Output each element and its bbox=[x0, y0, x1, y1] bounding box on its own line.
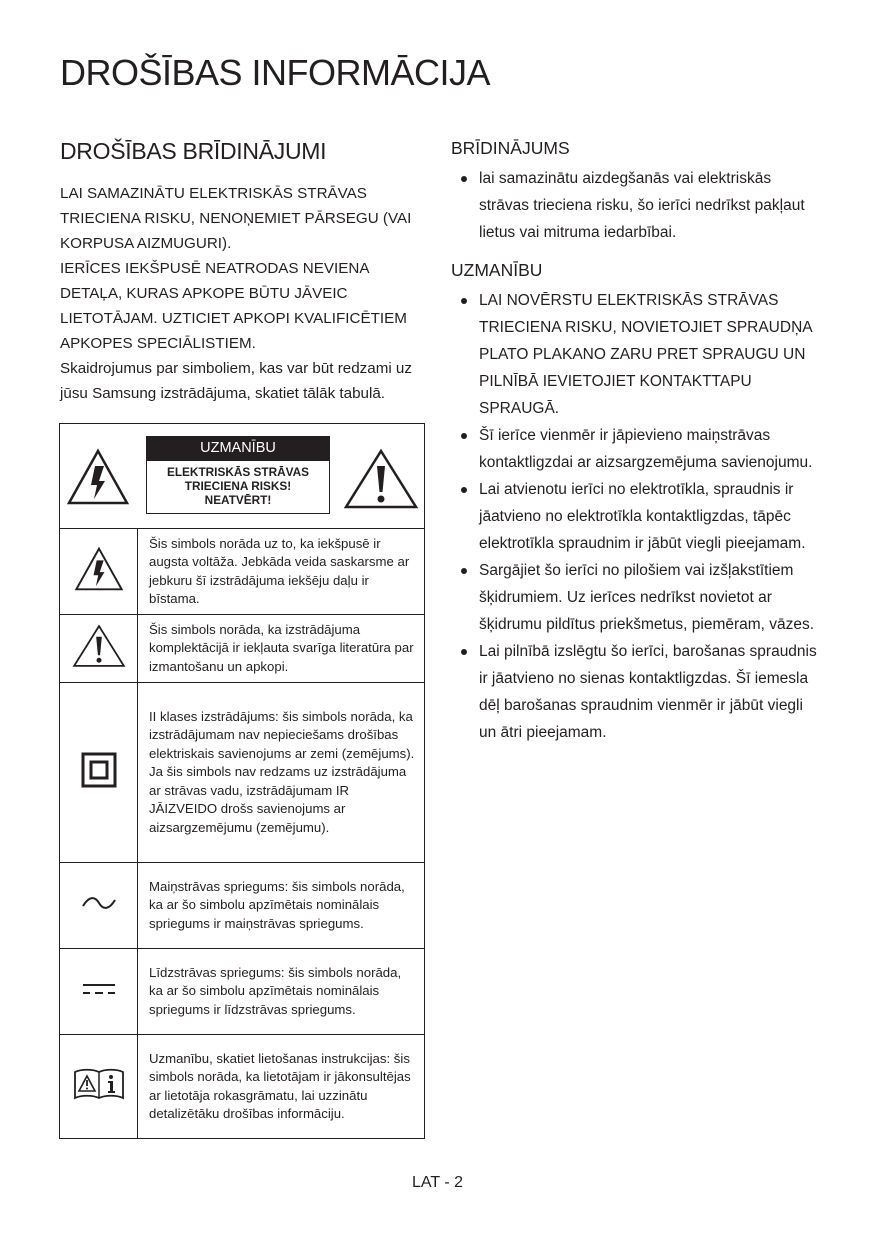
list-item bbox=[451, 557, 821, 638]
caution-label-header: UZMANĪBU bbox=[147, 437, 329, 461]
symbol-description: Līdzstrāvas spriegums: šis simbols norāda, ka ar šo simbolu apzīmētais nominālais spriegums ir līdzstrāvas spriegums. bbox=[138, 949, 425, 1035]
symbol-description: Šis simbols norāda uz to, ka iekšpusē ir augsta voltāža. Jebkāda veida saskarsme ar jebkuru šī izstrādājuma iekšēju daļu ir bīstama. bbox=[138, 529, 425, 615]
symbol-description: Maiņstrāvas spriegums: šis simbols norāda, ka ar šo simbolu apzīmētais nominālais spriegums ir maiņstrāvas spriegums. bbox=[138, 863, 425, 949]
symbols-table bbox=[59, 423, 425, 1139]
list-item bbox=[451, 165, 821, 246]
list-item bbox=[451, 422, 821, 476]
symbol-icon-cell bbox=[60, 1035, 138, 1139]
symbol-row bbox=[60, 529, 425, 615]
list-item-text: Lai atvienotu ierīci no elektrotīkla, spraudnis ir jāatvieno no elektrotīkla kontaktligzdas, tāpēc elektrotīkla spraudnim ir jābūt viegli pieejamam. bbox=[479, 481, 806, 552]
symbol-row bbox=[60, 615, 425, 683]
symbol-icon-cell bbox=[60, 949, 138, 1035]
dc-voltage-icon bbox=[81, 982, 117, 996]
symbol-icon-cell bbox=[60, 529, 138, 615]
caution-label-line: TRIECIENA RISKS! bbox=[184, 479, 292, 493]
list-item-text: Lai pilnībā izslēgtu šo ierīci, barošanas spraudnis ir jāatvieno no sienas kontaktligzdas. Šī iemesla dēļ barošanas spraudnim vienmēr ir jābūt viegli un ātri pieejamam. bbox=[479, 643, 817, 741]
lightning-triangle-icon bbox=[74, 546, 124, 592]
exclamation-triangle-icon bbox=[72, 623, 126, 669]
symbol-description: Uzmanību, skatiet lietošanas instrukcijas: šis simbols norāda, ka lietotājam ir jākonsultējas ar lietotāja rokasgrāmatu, lai uzzinātu detalizētāku drošības informāciju. bbox=[138, 1035, 425, 1139]
symbol-row bbox=[60, 1035, 425, 1139]
list-item-text: lai samazinātu aizdegšanās vai elektriskās strāvas trieciena risku, šo ierīci nedrīkst pakļaut lietus vai mitruma iedarbībai. bbox=[479, 170, 805, 241]
right-column bbox=[451, 138, 821, 760]
list-item-text: LAI NOVĒRSTU ELEKTRISKĀS STRĀVAS TRIECIENA RISKU, NOVIETOJIET SPRAUDŅA PLATO PLAKANO ZARU PRET SPRAUGU UN PILNĪBĀ IEVIETOJIET KONTAKTTAPU SPRAUGĀ. bbox=[479, 292, 812, 417]
bullet-icon bbox=[461, 176, 467, 182]
double-square-icon bbox=[81, 752, 117, 788]
manual-info-icon bbox=[73, 1068, 125, 1100]
symbol-icon-cell bbox=[60, 683, 138, 863]
ac-tilde-icon bbox=[81, 895, 117, 911]
intro-text bbox=[60, 181, 428, 406]
warning-header-row bbox=[60, 424, 425, 529]
caution-list bbox=[451, 287, 821, 746]
symbol-icon-cell bbox=[60, 863, 138, 949]
caution-label-body bbox=[147, 461, 329, 513]
list-item bbox=[451, 638, 821, 746]
page-number: LAT - 2 bbox=[412, 1174, 463, 1191]
caution-label-line: NEATVĒRT! bbox=[204, 493, 272, 507]
caution-title: UZMANĪBU bbox=[451, 260, 543, 280]
bullet-icon bbox=[461, 568, 467, 574]
symbol-icon-cell bbox=[60, 615, 138, 683]
list-item bbox=[451, 287, 821, 422]
symbol-row bbox=[60, 949, 425, 1035]
exclamation-triangle-icon bbox=[343, 448, 419, 510]
warning-title: BRĪDINĀJUMS bbox=[451, 138, 570, 158]
left-column bbox=[60, 138, 428, 406]
intro-paragraph: LAI SAMAZINĀTU ELEKTRISKĀS STRĀVAS TRIECIENA RISKU, NENOŅEMIET PĀRSEGU (VAI KORPUSA AIZMUGURI). bbox=[60, 185, 412, 252]
list-item-text: Sargājiet šo ierīci no pilošiem vai izšļakstītiem šķidrumiem. Uz ierīces nedrīkst novietot ar šķidrumu pildītus priekšmetus, piemēram, vāzes. bbox=[479, 562, 815, 633]
list-item-text: Šī ierīce vienmēr ir jāpievieno maiņstrāvas kontaktligzdai ar aizsargzemējuma savienojumu. bbox=[479, 427, 813, 471]
caution-label-box bbox=[146, 436, 330, 514]
intro-paragraph: Skaidrojumus par simboliem, kas var būt redzami uz jūsu Samsung izstrādājuma, skatiet tālāk tabulā. bbox=[60, 360, 412, 402]
bullet-icon bbox=[461, 649, 467, 655]
bullet-icon bbox=[461, 298, 467, 304]
warning-header-cell bbox=[60, 424, 425, 529]
symbol-description: II klases izstrādājums: šis simbols norāda, ka izstrādājumam nav nepieciešams drošības elektriskais savienojums ar zemi (zemējums). Ja šis simbols nav redzams uz izstrādājuma ar strāvas vadu, izstrādājumam IR JĀIZVEIDO drošs savienojums ar aizsargzemējumu (zemējumu). bbox=[138, 683, 425, 863]
bullet-icon bbox=[461, 433, 467, 439]
section-title-safety-warnings: DROŠĪBAS BRĪDINĀJUMI bbox=[60, 138, 327, 164]
lightning-triangle-icon bbox=[66, 448, 130, 506]
bullet-icon bbox=[461, 487, 467, 493]
page-title: DROŠĪBAS INFORMĀCIJA bbox=[60, 52, 491, 93]
intro-paragraph: IERĪCES IEKŠPUSĒ NEATRODAS NEVIENA DETAĻA, KURAS APKOPE BŪTU JĀVEIC LIETOTĀJAM. UZTICIET APKOPI KVALIFICĒTIEM APKOPES SPECIĀLISTIEM. bbox=[60, 260, 407, 352]
caution-label-line: ELEKTRISKĀS STRĀVAS bbox=[166, 465, 309, 479]
symbol-row bbox=[60, 683, 425, 863]
list-item bbox=[451, 476, 821, 557]
warning-list bbox=[451, 165, 821, 246]
symbol-description: Šis simbols norāda, ka izstrādājuma komplektācijā ir iekļauta svarīga literatūra par izmantošanu un apkopi. bbox=[138, 615, 425, 683]
symbol-row bbox=[60, 863, 425, 949]
